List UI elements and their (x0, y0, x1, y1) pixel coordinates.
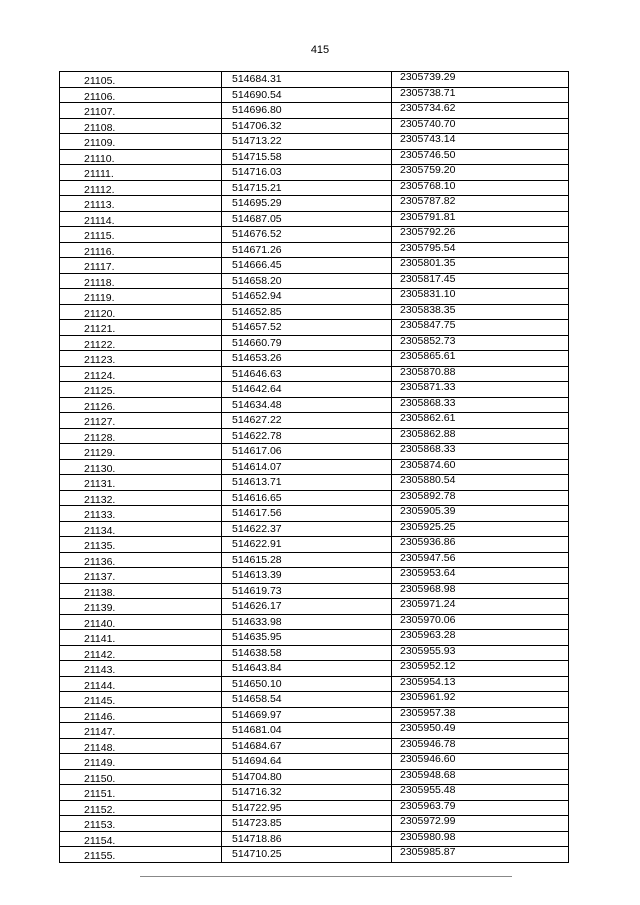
y-coordinate-cell: 2305768.10 (392, 180, 569, 196)
point-id-cell: 21132. (60, 490, 222, 506)
y-coordinate-cell: 2305946.60 (392, 754, 569, 770)
point-id-cell: 21112. (60, 180, 222, 196)
point-id-cell: 21122. (60, 335, 222, 351)
x-coordinate-cell: 514652.94 (222, 289, 392, 305)
y-coordinate-cell: 2305734.62 (392, 103, 569, 119)
table-row (60, 831, 569, 847)
table-row (60, 692, 569, 708)
x-coordinate-cell: 514650.10 (222, 676, 392, 692)
point-id-cell: 21105. (60, 72, 222, 88)
point-id-cell: 21147. (60, 723, 222, 739)
x-coordinate-cell: 514613.39 (222, 568, 392, 584)
table-row (60, 103, 569, 119)
y-coordinate-cell: 2305950.49 (392, 723, 569, 739)
x-coordinate-cell: 514615.28 (222, 552, 392, 568)
table-row (60, 72, 569, 88)
point-id-cell: 21137. (60, 568, 222, 584)
x-coordinate-cell: 514658.20 (222, 273, 392, 289)
table-row (60, 242, 569, 258)
point-id-cell: 21134. (60, 521, 222, 537)
point-id-cell: 21145. (60, 692, 222, 708)
x-coordinate-cell: 514716.32 (222, 785, 392, 801)
x-coordinate-cell: 514695.29 (222, 196, 392, 212)
point-id-cell: 21121. (60, 320, 222, 336)
point-id-cell: 21108. (60, 118, 222, 134)
x-coordinate-cell: 514715.21 (222, 180, 392, 196)
table-row (60, 428, 569, 444)
table-row (60, 413, 569, 429)
point-id-cell: 21155. (60, 847, 222, 863)
table-row (60, 676, 569, 692)
y-coordinate-cell: 2305739.29 (392, 72, 569, 88)
point-id-cell: 21119. (60, 289, 222, 305)
table-row (60, 196, 569, 212)
point-id-cell: 21143. (60, 661, 222, 677)
y-coordinate-cell: 2305831.10 (392, 289, 569, 305)
y-coordinate-cell: 2305953.64 (392, 568, 569, 584)
table-row (60, 397, 569, 413)
x-coordinate-cell: 514681.04 (222, 723, 392, 739)
point-id-cell: 21152. (60, 800, 222, 816)
page-number: 415 (310, 44, 330, 56)
y-coordinate-cell: 2305746.50 (392, 149, 569, 165)
y-coordinate-cell: 2305795.54 (392, 242, 569, 258)
y-coordinate-cell: 2305955.48 (392, 785, 569, 801)
table-row (60, 599, 569, 615)
y-coordinate-cell: 2305980.98 (392, 831, 569, 847)
table-row (60, 165, 569, 181)
table-row (60, 211, 569, 227)
table-row (60, 382, 569, 398)
y-coordinate-cell: 2305963.79 (392, 800, 569, 816)
y-coordinate-cell: 2305963.28 (392, 630, 569, 646)
y-coordinate-cell: 2305946.78 (392, 738, 569, 754)
point-id-cell: 21140. (60, 614, 222, 630)
point-id-cell: 21109. (60, 134, 222, 150)
point-id-cell: 21125. (60, 382, 222, 398)
x-coordinate-cell: 514614.07 (222, 459, 392, 475)
x-coordinate-cell: 514638.58 (222, 645, 392, 661)
y-coordinate-cell: 2305847.75 (392, 320, 569, 336)
point-id-cell: 21144. (60, 676, 222, 692)
x-coordinate-cell: 514658.54 (222, 692, 392, 708)
x-coordinate-cell: 514626.17 (222, 599, 392, 615)
table-row (60, 614, 569, 630)
point-id-cell: 21129. (60, 444, 222, 460)
point-id-cell: 21141. (60, 630, 222, 646)
table-row (60, 707, 569, 723)
y-coordinate-cell: 2305759.20 (392, 165, 569, 181)
y-coordinate-cell: 2305874.60 (392, 459, 569, 475)
point-id-cell: 21116. (60, 242, 222, 258)
y-coordinate-cell: 2305870.88 (392, 366, 569, 382)
y-coordinate-cell: 2305817.45 (392, 273, 569, 289)
x-coordinate-cell: 514722.95 (222, 800, 392, 816)
table-row (60, 227, 569, 243)
point-id-cell: 21120. (60, 304, 222, 320)
y-coordinate-cell: 2305947.56 (392, 552, 569, 568)
point-id-cell: 21115. (60, 227, 222, 243)
x-coordinate-cell: 514669.97 (222, 707, 392, 723)
table-row (60, 738, 569, 754)
table-row (60, 816, 569, 832)
table-row (60, 490, 569, 506)
x-coordinate-cell: 514704.80 (222, 769, 392, 785)
point-id-cell: 21146. (60, 707, 222, 723)
x-coordinate-cell: 514690.54 (222, 87, 392, 103)
x-coordinate-cell: 514617.06 (222, 444, 392, 460)
x-coordinate-cell: 514622.78 (222, 428, 392, 444)
y-coordinate-cell: 2305740.70 (392, 118, 569, 134)
table-row (60, 304, 569, 320)
table-row (60, 335, 569, 351)
y-coordinate-cell: 2305743.14 (392, 134, 569, 150)
x-coordinate-cell: 514622.37 (222, 521, 392, 537)
y-coordinate-cell: 2305968.98 (392, 583, 569, 599)
y-coordinate-cell: 2305936.86 (392, 537, 569, 553)
table-row (60, 320, 569, 336)
point-id-cell: 21135. (60, 537, 222, 553)
table-row (60, 506, 569, 522)
x-coordinate-cell: 514694.64 (222, 754, 392, 770)
table-row (60, 444, 569, 460)
y-coordinate-cell: 2305905.39 (392, 506, 569, 522)
x-coordinate-cell: 514676.52 (222, 227, 392, 243)
point-id-cell: 21107. (60, 103, 222, 119)
x-coordinate-cell: 514716.03 (222, 165, 392, 181)
x-coordinate-cell: 514619.73 (222, 583, 392, 599)
x-coordinate-cell: 514710.25 (222, 847, 392, 863)
coordinate-table (59, 71, 569, 863)
x-coordinate-cell: 514634.48 (222, 397, 392, 413)
x-coordinate-cell: 514684.31 (222, 72, 392, 88)
point-id-cell: 21113. (60, 196, 222, 212)
point-id-cell: 21151. (60, 785, 222, 801)
table-row (60, 583, 569, 599)
point-id-cell: 21111. (60, 165, 222, 181)
table-row (60, 785, 569, 801)
table-row (60, 289, 569, 305)
x-coordinate-cell: 514642.64 (222, 382, 392, 398)
x-coordinate-cell: 514613.71 (222, 475, 392, 491)
x-coordinate-cell: 514713.22 (222, 134, 392, 150)
point-id-cell: 21126. (60, 397, 222, 413)
table-row (60, 552, 569, 568)
footer-divider (140, 876, 512, 877)
y-coordinate-cell: 2305955.93 (392, 645, 569, 661)
x-coordinate-cell: 514696.80 (222, 103, 392, 119)
point-id-cell: 21149. (60, 754, 222, 770)
y-coordinate-cell: 2305852.73 (392, 335, 569, 351)
table-row (60, 630, 569, 646)
y-coordinate-cell: 2305925.25 (392, 521, 569, 537)
x-coordinate-cell: 514687.05 (222, 211, 392, 227)
table-row (60, 118, 569, 134)
table-row (60, 537, 569, 553)
x-coordinate-cell: 514633.98 (222, 614, 392, 630)
point-id-cell: 21131. (60, 475, 222, 491)
y-coordinate-cell: 2305862.61 (392, 413, 569, 429)
point-id-cell: 21118. (60, 273, 222, 289)
table-row (60, 769, 569, 785)
point-id-cell: 21153. (60, 816, 222, 832)
table-row (60, 366, 569, 382)
y-coordinate-cell: 2305961.92 (392, 692, 569, 708)
x-coordinate-cell: 514718.86 (222, 831, 392, 847)
y-coordinate-cell: 2305971.24 (392, 599, 569, 615)
x-coordinate-cell: 514660.79 (222, 335, 392, 351)
point-id-cell: 21150. (60, 769, 222, 785)
x-coordinate-cell: 514617.56 (222, 506, 392, 522)
table-row (60, 661, 569, 677)
point-id-cell: 21123. (60, 351, 222, 367)
point-id-cell: 21133. (60, 506, 222, 522)
x-coordinate-cell: 514622.91 (222, 537, 392, 553)
x-coordinate-cell: 514646.63 (222, 366, 392, 382)
table-row (60, 521, 569, 537)
point-id-cell: 21148. (60, 738, 222, 754)
y-coordinate-cell: 2305801.35 (392, 258, 569, 274)
y-coordinate-cell: 2305880.54 (392, 475, 569, 491)
table-row (60, 149, 569, 165)
table-row (60, 180, 569, 196)
y-coordinate-cell: 2305791.81 (392, 211, 569, 227)
x-coordinate-cell: 514635.95 (222, 630, 392, 646)
table-row (60, 754, 569, 770)
table-row (60, 258, 569, 274)
point-id-cell: 21138. (60, 583, 222, 599)
y-coordinate-cell: 2305787.82 (392, 196, 569, 212)
table-row (60, 568, 569, 584)
y-coordinate-cell: 2305954.13 (392, 676, 569, 692)
point-id-cell: 21110. (60, 149, 222, 165)
x-coordinate-cell: 514643.84 (222, 661, 392, 677)
y-coordinate-cell: 2305868.33 (392, 444, 569, 460)
y-coordinate-cell: 2305738.71 (392, 87, 569, 103)
y-coordinate-cell: 2305792.26 (392, 227, 569, 243)
x-coordinate-cell: 514627.22 (222, 413, 392, 429)
y-coordinate-cell: 2305871.33 (392, 382, 569, 398)
point-id-cell: 21106. (60, 87, 222, 103)
table-row (60, 645, 569, 661)
x-coordinate-cell: 514671.26 (222, 242, 392, 258)
y-coordinate-cell: 2305985.87 (392, 847, 569, 863)
point-id-cell: 21139. (60, 599, 222, 615)
table-row (60, 351, 569, 367)
y-coordinate-cell: 2305838.35 (392, 304, 569, 320)
table-row (60, 475, 569, 491)
x-coordinate-cell: 514616.65 (222, 490, 392, 506)
point-id-cell: 21142. (60, 645, 222, 661)
table-row (60, 87, 569, 103)
y-coordinate-cell: 2305892.78 (392, 490, 569, 506)
point-id-cell: 21130. (60, 459, 222, 475)
y-coordinate-cell: 2305862.88 (392, 428, 569, 444)
coordinate-table-body (60, 72, 569, 863)
y-coordinate-cell: 2305865.61 (392, 351, 569, 367)
x-coordinate-cell: 514684.67 (222, 738, 392, 754)
point-id-cell: 21124. (60, 366, 222, 382)
point-id-cell: 21136. (60, 552, 222, 568)
y-coordinate-cell: 2305948.68 (392, 769, 569, 785)
x-coordinate-cell: 514715.58 (222, 149, 392, 165)
y-coordinate-cell: 2305868.33 (392, 397, 569, 413)
y-coordinate-cell: 2305972.99 (392, 816, 569, 832)
table-row (60, 723, 569, 739)
point-id-cell: 21128. (60, 428, 222, 444)
point-id-cell: 21154. (60, 831, 222, 847)
table-row (60, 800, 569, 816)
x-coordinate-cell: 514652.85 (222, 304, 392, 320)
point-id-cell: 21117. (60, 258, 222, 274)
y-coordinate-cell: 2305970.06 (392, 614, 569, 630)
y-coordinate-cell: 2305952.12 (392, 661, 569, 677)
table-row (60, 459, 569, 475)
table-row (60, 847, 569, 863)
x-coordinate-cell: 514653.26 (222, 351, 392, 367)
point-id-cell: 21114. (60, 211, 222, 227)
x-coordinate-cell: 514723.85 (222, 816, 392, 832)
point-id-cell: 21127. (60, 413, 222, 429)
x-coordinate-cell: 514657.52 (222, 320, 392, 336)
table-row (60, 134, 569, 150)
y-coordinate-cell: 2305957.38 (392, 707, 569, 723)
x-coordinate-cell: 514706.32 (222, 118, 392, 134)
table-row (60, 273, 569, 289)
x-coordinate-cell: 514666.45 (222, 258, 392, 274)
